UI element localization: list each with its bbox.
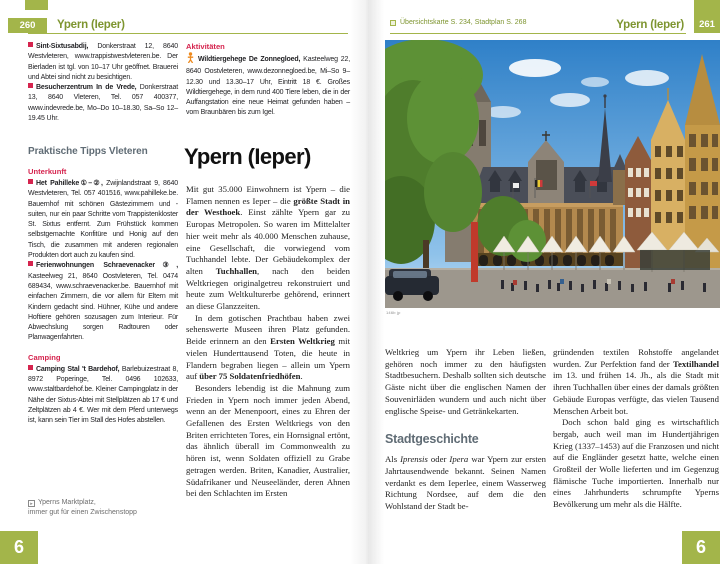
- page-number-left: 260: [8, 18, 47, 33]
- listing-sint-sixtusabdij: Sint-Sixtusabdij, Donkerstraat 12, 8640 Westvleteren, www.trappistwestvleteren.be. Der Bierladen ist tgl. von 10–17 Uhr geöffnet. Brauerei und Abtei sind nicht zu besichtigen.: [28, 43, 178, 81]
- running-head-right: Ypern (Ieper): [616, 19, 684, 31]
- red-square-bullet: [28, 179, 33, 184]
- camping-label: Camping: [28, 352, 61, 362]
- listing-schraevenacker: Ferienwohnungen Schraevenacker③, Kasteelweg 21, 8640 Oostvleteren, Tel. 0474 689434, www.schraevenacker.be. Bauernhof mit einfachen Zimmern, die vor allem für Eltern mit Kindern gedacht sind. Hühner, Kühe und andere Hoftiere gehören sozusagen zum Interieur. Für Abwechslung sorgen Radtouren oder Planwagenfahrten.: [28, 262, 178, 342]
- red-square-bullet: [28, 365, 33, 370]
- activity-figure-icon: [186, 52, 195, 67]
- tips-section-heading: Praktische Tipps Vleteren: [28, 146, 148, 157]
- listing-besucherzentrum: Besucherzentrum In de Vrede, Donkerstraat 13, 8640 Vleteren, Tel. 057 400377, www.indevrede.be, Mo–Do 10–18.30, Sa–So 12–19.45 Uhr.: [28, 84, 178, 123]
- page-gutter: [350, 0, 384, 564]
- running-head-left: Ypern (Ieper): [57, 19, 125, 31]
- caption-ref-icon: ▸: [28, 500, 35, 507]
- chapter-badge-left: 6: [0, 531, 38, 564]
- unterkunft-label: Unterkunft: [28, 167, 67, 176]
- paragraph: Mit gut 35.000 Einwohnern ist Ypern – die Flamen nennen es Ieper – die größte Stadt in der Westhoek. Einst zählte Ypern gar zu Europas Metropolen. So waren im Mittelalter hier weit mehr als 40.000 Menschen zuhause, eine Gesellschaft, die vorwiegend vom Tuchhandel lebte. Der Gebäudekomplex der alten Tuchhallen, nach den beiden Weltkriegen originalgetreu rekonstruiert und heute zum Weltkulturerbe gehörend, erinnert an diese Glanzzeiten.: [186, 184, 350, 312]
- marktplatz-photo-illustration: [385, 40, 720, 308]
- right-col1: [385, 347, 546, 513]
- listing-camping-bardehof: Camping Stal 't Bardehof, Barlebuizestraat 8, 8972 Poperinge, Tel. 0496 102633, www.staltbardehof.be. Kleiner Campingplatz in der Nähe der Sixtus-Abtei mit Stellplätzen ab 17 € und Zeltplätzen ab 4 €. Wer mit dem Pferd unterwegs ist, kann sein Tier im Stall des Hofes abstellen.: [28, 365, 178, 425]
- red-square-bullet: [28, 42, 33, 47]
- caption-line1: Yperns Marktplatz,: [38, 499, 96, 506]
- article-title: Ypern (Ieper): [184, 144, 311, 169]
- stadtgeschichte-heading: Stadtgeschichte: [385, 432, 479, 447]
- header-rule-right: [390, 33, 686, 34]
- chapter-badge-right: 6: [682, 531, 720, 564]
- aktivitaeten-label: Aktivitäten: [186, 42, 225, 51]
- listings-block: [28, 42, 178, 124]
- listing-het-pahilleke: Het Pahilleke①–②, Zwijnlandstraat 9, 8640 Westvleteren, Tel. 057 401516, www.pahilleke.be. Bauernhof mit schönen Gästezimmern und -suiten, nur ein paar Schritte vom Trappistenkloster St. Sixtus entfernt. Zum Frühstück kommen selbstgemachte Konfitüre und Honig auf den Tisch, die zusammen mit anderen regionalen Produkten dort auch zu kaufen sind.: [28, 180, 178, 260]
- paragraph: Besonders lebendig ist die Mahnung zum Frieden in Ypern noch immer jeden Abend, wenn an der Menenpoort, eines zu Ehren der Gefallenen des Ersten Weltkriegs von den Briten errichteten Tores, ein Hornsignal ertönt, das ähnlich überall im Commonwealth zu hören ist, wenn Soldaten offiziell zu Grabe getragen werden. Briten, Kanadier, Australier, Südafrikaner und Neuseeländer, deren Ahnen bei den Schlachten im Ersten: [186, 382, 350, 499]
- paragraph: Als Iprensis oder Ipera war Ypern zur ersten Jahrtausendwende bekannt. Seinen Namen verdankt es dem Ieperlee, einem Wasserweg Richtung Nordsee, auf dem die den Wohlstand der Stadt be-: [385, 454, 547, 512]
- right-col2: [553, 347, 719, 511]
- red-square-bullet: [28, 261, 33, 266]
- map-square-icon: [390, 20, 396, 26]
- chapter-thumb-tab-left: [25, 0, 48, 10]
- listing-wildtiergehege: Wildtiergehege De Zonnegloed, Kasteelweg 22, 8640 Oostvleteren, www.dezonnegloed.be, Mi–So 9–12.30 und 13.30–17 Uhr, Eintritt 18 €. Großes Wildtiergehege, in dem rund 400 Tiere leben, die in der Auffangstation eine neue Heimat gefunden haben – vom Braunbären bis zum Igel.: [186, 52, 350, 119]
- paragraph: Weltkrieg um Ypern ihr Leben ließen, gehören noch immer zu den häufigsten Stadtbesuchern. Deshalb sollten sich deutsche Gäste nicht über die englischen Namen der Souvenirläden wundern und auch nicht über englische Speise- und Getränkekarten.: [385, 347, 546, 416]
- map-reference-label: Übersichtskarte S. 234, Stadtplan S. 268: [400, 19, 527, 26]
- tips-block: [28, 167, 178, 427]
- marktplatz-photo: [385, 40, 720, 308]
- paragraph: In dem gotischen Prachtbau haben zwei sehenswerte Museen ihren Platz gefunden. Beide erinnern an den Ersten Weltkrieg mit vielen Hunderttausend Toten, die heute in Flandern begraben liegen – allein um Ypern auf über 75 Soldatenfriedhöfen.: [186, 312, 350, 382]
- page-number-right: 261: [694, 0, 720, 33]
- header-rule-left: [28, 33, 348, 34]
- paragraph: Doch schon bald ging es wirtschaftlich bergab, auch weil man im Hundertjährigen Krieg (1337–1453) auf die Franzosen und nicht auf die Engländer gesetzt hatte, welche einen Großteil der Wolle lieferten und im Gegenzug flämische Tuche importierten. Innerhalb nur eines Jahrhunderts schrumpfte Yperns Bevölkerung um mehr als die Hälfte.: [553, 417, 719, 510]
- paragraph: gründenden textilen Rohstoffe angelandet wurden. Zur Perfektion fand der Textilhandel im 13. und frühen 14. Jh., als die Stadt mit ihren Tuchhallen über eines der damals größten Gebäude Europas verfügte, das vielen Tausend Menschen Arbeit bot.: [553, 347, 719, 416]
- article-intro: [186, 184, 350, 500]
- photo-credit: 146b jp: [386, 310, 401, 315]
- aktivitaeten-block: [186, 52, 350, 119]
- photo-caption: [28, 498, 200, 517]
- caption-line2: immer gut für einen Zwischenstopp: [28, 508, 137, 516]
- red-square-bullet: [28, 83, 33, 88]
